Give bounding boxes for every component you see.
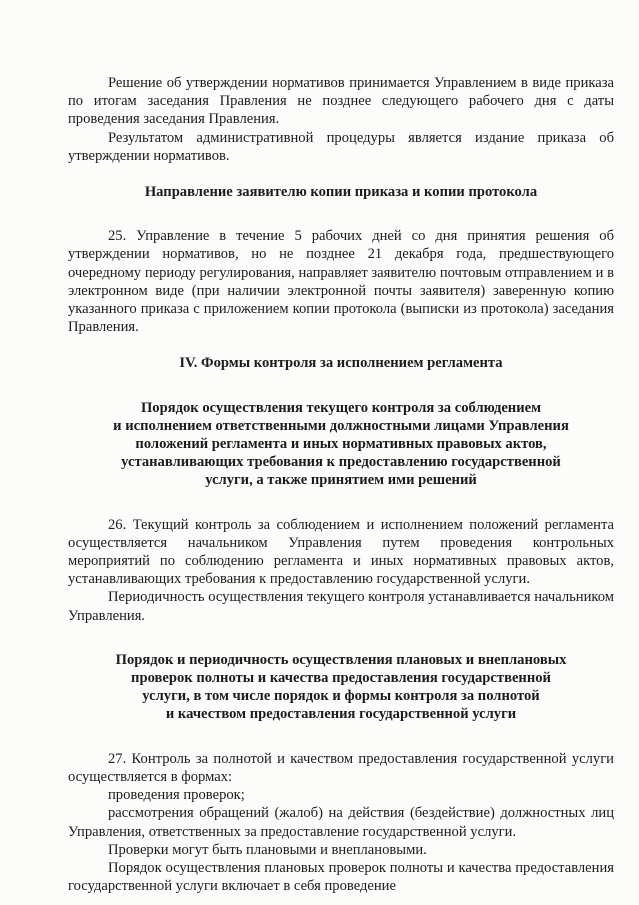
paragraph-25: 25. Управление в течение 5 рабочих дней со дня принятия решения об утверждении нормативов, но не позднее 21 декабря года, предшествующего очередному периоду регулирования, направляет заявителю почтовым отправлением и в электронном виде (при наличии электронной почты заявителя) заверенную копию указанного приказа с приложением копии протокола (выписки из протокола) заседания Правления. — [68, 228, 614, 336]
heading-line: услуги, а также принятием ими решений — [205, 472, 477, 489]
paragraph-complaints-form: рассмотрения обращений (жалоб) на действия (бездействие) должностных лиц Управления, ответственных за предоставление государственной услуги. — [68, 805, 614, 840]
heading-line: услуги, в том числе порядок и формы контроля за полнотой — [142, 688, 540, 705]
heading-line: и исполнением ответственными должностными лицами Управления — [113, 417, 569, 434]
heading-current-control — [68, 399, 614, 490]
paragraph-26: 26. Текущий контроль за соблюдением и исполнением положений регламента осуществляется начальником Управления путем проведения контрольных мероприятий по соблюдению регламента и иных нормативных правовых актов, устанавливающих требования к предоставлению государственной услуги. — [68, 516, 614, 588]
paragraph-decision: Решение об утверждении нормативов принимается Управлением в виде приказа по итогам заседания Правления не позднее следующего рабочего дня с даты проведения заседания Правления. — [68, 75, 614, 128]
paragraph-inspection-types: Проверки могут быть плановыми и внеплановыми. — [108, 841, 427, 858]
heading-section-iv: IV. Формы контроля за исполнением регламента — [179, 355, 503, 372]
heading-line: и качеством предоставления государственной услуги — [165, 706, 517, 723]
heading-line: проверок полноты и качества предоставления государственной — [131, 670, 551, 687]
heading-line: Порядок осуществления текущего контроля за соблюдением — [140, 399, 542, 416]
paragraph-inspections-form: проведения проверок; — [108, 787, 245, 804]
heading-send-copies: Направление заявителю копии приказа и копии протокола — [144, 184, 538, 201]
heading-line: положений регламента и иных нормативных правовых актов, — [135, 436, 547, 453]
heading-line: Порядок и периодичность осуществления плановых и внеплановых — [115, 651, 567, 668]
paragraph-planned-inspections: Порядок осуществления плановых проверок полноты и качества предоставления государственной услуги включает в себя проведение — [68, 859, 614, 895]
paragraph-result: Результатом административной процедуры является издание приказа об утверждении нормативов. — [68, 129, 614, 164]
heading-inspections — [68, 651, 614, 724]
page-body — [68, 74, 614, 895]
paragraph-27: 27. Контроль за полнотой и качеством предоставления государственной услуги осуществляется в формах: — [68, 750, 614, 785]
heading-line: устанавливающих требования к предоставлению государственной — [121, 454, 561, 471]
paragraph-periodicity: Периодичность осуществления текущего контроля устанавливается начальником Управления. — [68, 589, 614, 624]
